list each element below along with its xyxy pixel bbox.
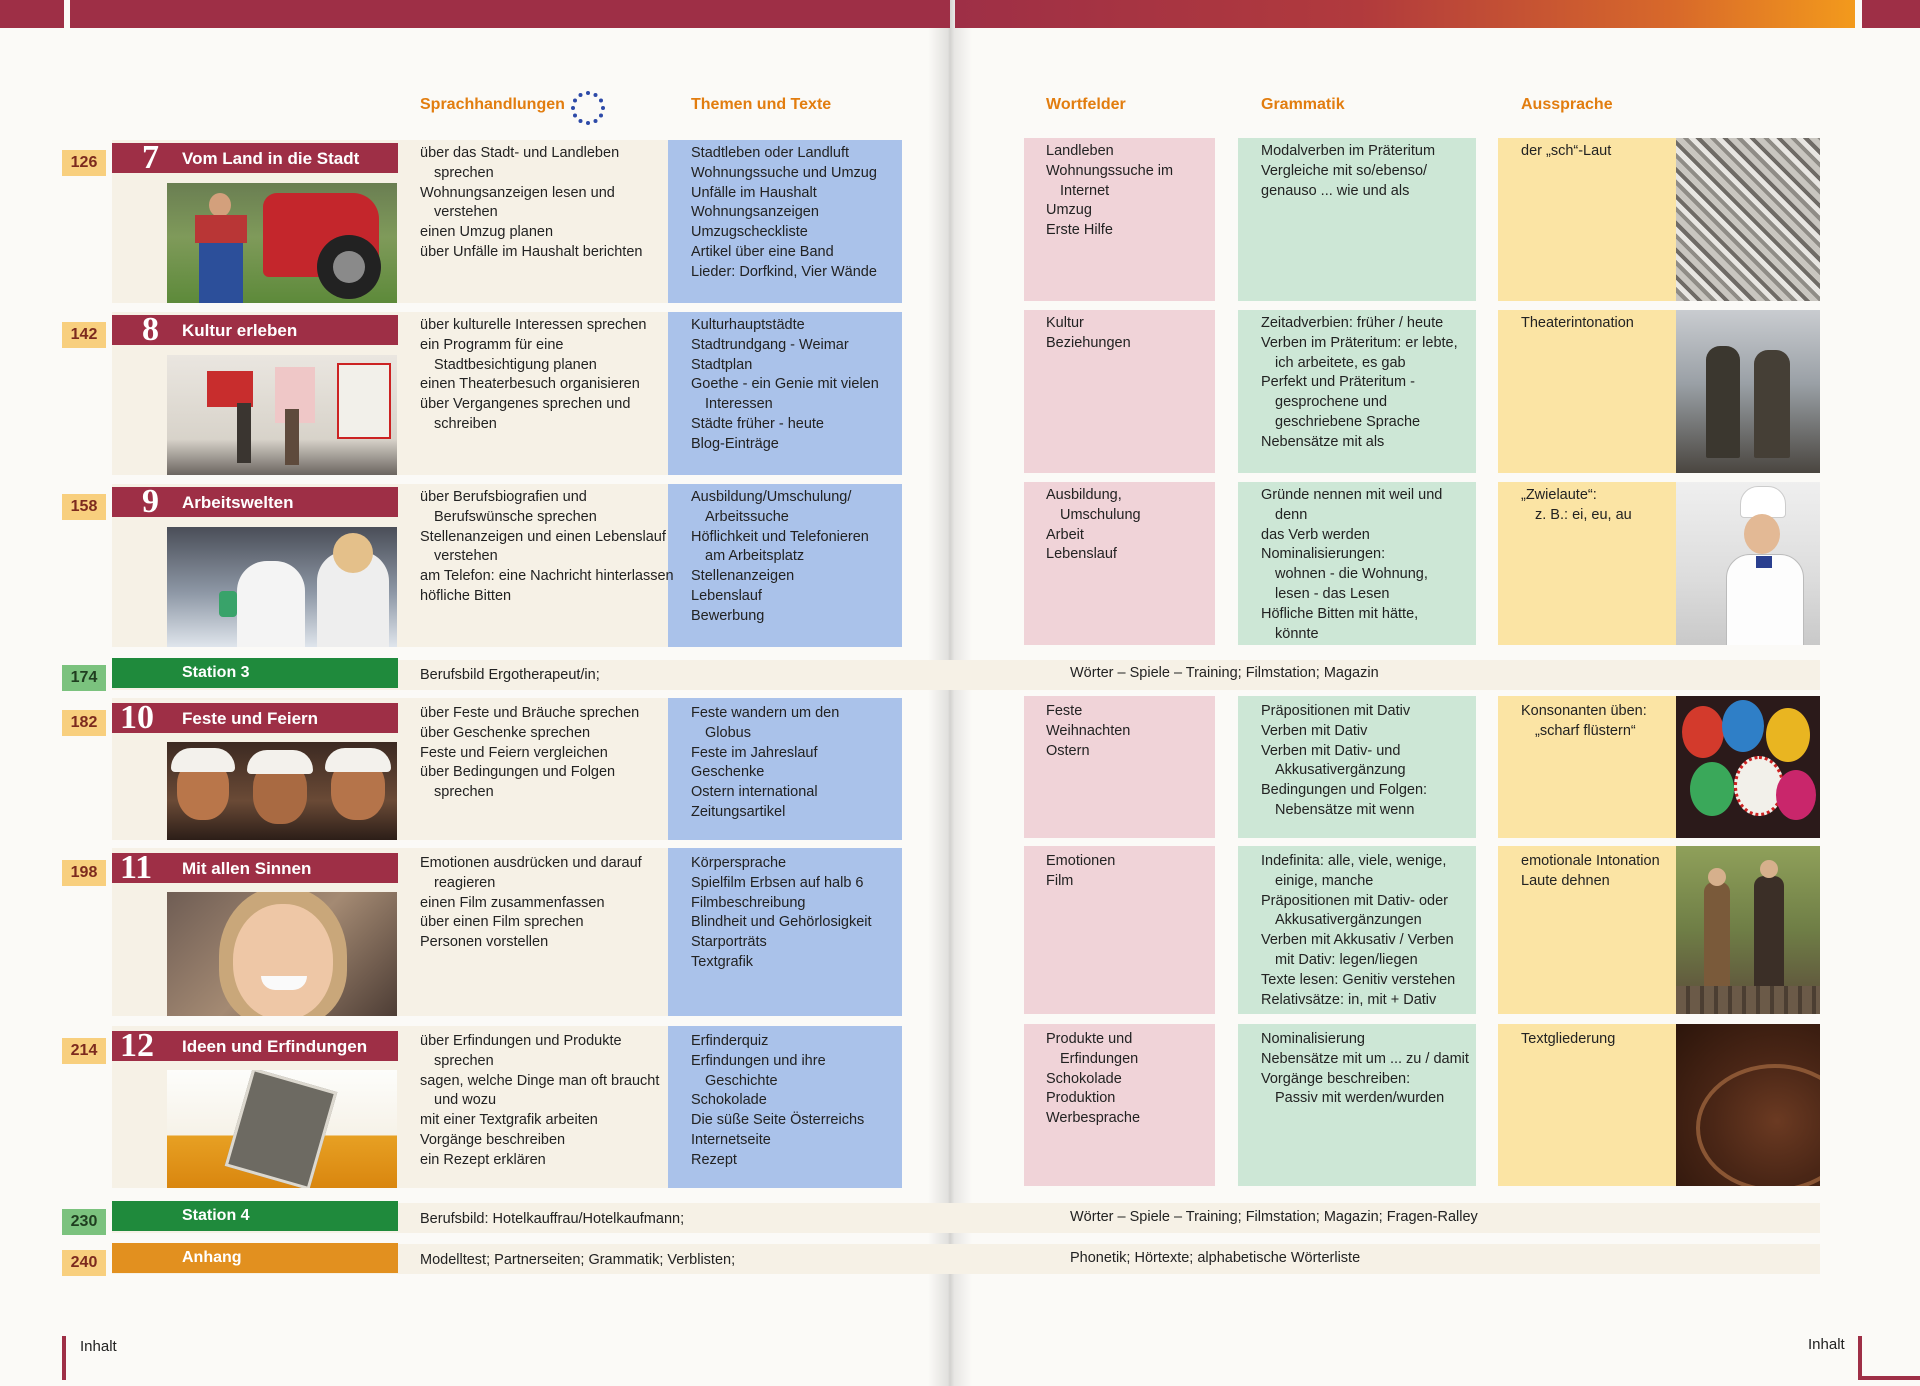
grammatik-cell: Präpositionen mit Dativ Verben mit Dativ Verben mit Dativ- und Akkusativergänzung Bedingungen und Folgen: Nebensätze mit wenn xyxy=(1261,703,1428,818)
grammatik-cell: Indefinita: alle, viele, wenige, einige, manche Präpositionen mit Dativ- oder Akkusativergänzungen Verben mit Akkusativ / Verben mit Dativ: legen/liegen Texte lesen: Genitiv verstehen Relativsätze: in, mit + Dativ xyxy=(1261,853,1456,1008)
wortfelder-cell: Produkte und Erfindungen Schokolade Produktion Werbesprache xyxy=(1046,1031,1141,1127)
themen-cell: Erfinderquiz Erfindungen und ihre Geschichte Schokolade Die süße Seite Österreichs Internetseite Rezept xyxy=(691,1033,865,1168)
grammatik-cell: Gründe nennen mit weil und denn das Verb werden Nominalisierungen: wohnen - die Wohnung, lesen - das Lesen Höfliche Bitten mit hätte, könnte xyxy=(1261,487,1443,642)
unit-title: Mit allen Sinnen xyxy=(182,859,312,878)
unit-title: Ideen und Erfindungen xyxy=(182,1037,368,1056)
station-title-bar[interactable] xyxy=(112,658,398,688)
station-left-text: Berufsbild: Hotelkauffrau/Hotelkaufmann; xyxy=(420,1211,685,1227)
station-title: Station 3 xyxy=(182,664,250,681)
page-number: 174 xyxy=(62,665,106,691)
wortfelder-cell: Emotionen Film xyxy=(1046,853,1116,889)
sprachhandlungen-cell: über kulturelle Interessen sprechen ein Programm für eine Stadtbesichtigung planen einen Theaterbesuch organisieren über Vergangenes sprechen und schreiben xyxy=(420,317,647,432)
footer-label-left: Inhalt xyxy=(80,1338,117,1355)
aussprache-cell: emotionale Intonation Laute dehnen xyxy=(1521,853,1660,889)
page-number: 214 xyxy=(62,1038,106,1064)
unit-title-bar[interactable] xyxy=(112,849,398,886)
page-number: 158 xyxy=(62,494,106,520)
station-title-bar[interactable] xyxy=(112,1201,398,1231)
station-right-text: Wörter – Spiele – Training; Filmstation; Magazin; Fragen-Ralley xyxy=(1070,1209,1478,1225)
aussprache-cell: „Zwielaute“: z. B.: ei, eu, au xyxy=(1521,487,1632,523)
page-number: 126 xyxy=(62,150,106,176)
eu-stars-icon xyxy=(570,90,606,126)
corner-mark xyxy=(1858,1376,1920,1380)
top-color-bar xyxy=(0,0,64,28)
header-themen: Themen und Texte xyxy=(691,96,832,113)
wortfelder-cell: Ausbildung, Umschulung Arbeit Lebenslauf xyxy=(1046,487,1141,563)
themen-cell: Körpersprache Spielfilm Erbsen auf halb 6 Filmbeschreibung Blindheit und Gehörlosigkeit Starporträts Textgrafik xyxy=(691,855,872,970)
sprachhandlungen-cell: über Feste und Bräuche sprechen über Geschenke sprechen Feste und Feiern vergleichen über Bedingungen und Folgen sprechen xyxy=(420,705,640,801)
unit-title-bar[interactable] xyxy=(112,139,398,176)
grammatik-cell: Zeitadverbien: früher / heute Verben im Präteritum: er lebte, ich arbeitete, es gab Perfekt und Präteritum - gesprochene und geschriebene Sprache Nebensätze mit als xyxy=(1261,315,1458,450)
unit-number: 10 xyxy=(120,699,154,736)
page-number: 240 xyxy=(62,1250,106,1276)
grammatik-cell: Nominalisierung Nebensätze mit um ... zu / damit Vorgänge beschreiben: Passiv mit werden/wurden xyxy=(1261,1031,1469,1107)
header-grammatik: Grammatik xyxy=(1261,96,1345,113)
unit-title: Feste und Feiern xyxy=(182,709,319,728)
aussprache-cell: Konsonanten üben: „scharf flüstern“ xyxy=(1521,703,1647,739)
gallery-photo xyxy=(167,355,397,475)
unit-title: Vom Land in die Stadt xyxy=(182,149,360,168)
unit-title-bar[interactable] xyxy=(112,311,398,348)
footer-label-right: Inhalt xyxy=(1808,1336,1845,1353)
station-title: Station 4 xyxy=(182,1207,250,1224)
unit-title: Arbeitswelten xyxy=(182,493,294,512)
unit-number: 8 xyxy=(142,311,159,348)
unit-number: 7 xyxy=(142,139,159,176)
wortfelder-cell: Feste Weihnachten Ostern xyxy=(1046,703,1131,759)
themen-cell: Stadtleben oder Landluft Wohnungssuche und Umzug Unfälle im Haushalt Wohnungsanzeigen Umzugscheckliste Artikel über eine Band Lieder: Dorfkind, Vier Wände xyxy=(691,145,877,280)
easter-eggs-photo xyxy=(1676,696,1820,838)
carnival-masks-photo xyxy=(167,742,397,840)
wortfelder-cell: Landleben Wohnungssuche im Internet Umzug Erste Hilfe xyxy=(1046,143,1174,239)
page-number: 142 xyxy=(62,322,106,348)
appendix-right-text: Phonetik; Hörtexte; alphabetische Wörterliste xyxy=(1070,1250,1361,1266)
unit-number: 12 xyxy=(120,1027,154,1064)
sprachhandlungen-cell: über Berufsbiografien und Berufswünsche sprechen Stellenanzeigen und einen Lebenslauf verstehen am Telefon: eine Nachricht hinterlassen höfliche Bitten xyxy=(420,489,674,604)
farmer-tractor-photo xyxy=(167,183,397,303)
teabag-photo xyxy=(167,1070,397,1188)
smiling-woman-photo xyxy=(167,892,397,1016)
book-gutter xyxy=(928,0,972,1386)
themen-cell: Kulturhauptstädte Stadtrundgang - Weimar Stadtplan Goethe - ein Genie mit vielen Interessen Städte früher - heute Blog-Einträge xyxy=(691,317,879,452)
unit-number: 11 xyxy=(120,849,153,886)
page-number: 198 xyxy=(62,860,106,886)
corner-mark xyxy=(1858,1336,1862,1380)
sprachhandlungen-cell: über Erfindungen und Produkte sprechen sagen, welche Dinge man oft braucht und wozu mit einer Textgrafik arbeiten Vorgänge beschreiben ein Rezept erklären xyxy=(420,1033,660,1168)
page-number: 182 xyxy=(62,710,106,736)
unit-title-bar[interactable] xyxy=(112,699,398,736)
crowd-photo xyxy=(1676,138,1820,301)
unit-number: 9 xyxy=(142,483,159,520)
grammatik-cell: Modalverben im Präteritum Vergleiche mit so/ebenso/ genauso ... wie und als xyxy=(1261,143,1436,199)
unit-title-bar[interactable] xyxy=(112,1027,398,1064)
appendix-title-bar[interactable] xyxy=(112,1243,398,1273)
aussprache-cell: der „sch“-Laut xyxy=(1521,143,1612,159)
lab-photo xyxy=(167,527,397,647)
header-sprachhandlungen: Sprachhandlungen xyxy=(420,96,565,113)
chef-photo xyxy=(1676,482,1820,645)
corner-mark xyxy=(62,1336,66,1380)
chocolate-cake-photo xyxy=(1676,1024,1820,1186)
film-scene-photo xyxy=(1676,846,1820,1014)
themen-cell: Feste wandern um den Globus Feste im Jahreslauf Geschenke Ostern international Zeitungsartikel xyxy=(691,705,840,820)
aussprache-cell: Textgliederung xyxy=(1521,1031,1616,1047)
header-aussprache: Aussprache xyxy=(1521,96,1613,113)
themen-cell: Ausbildung/Umschulung/ Arbeitssuche Höflichkeit und Telefonieren am Arbeitsplatz Stellenanzeigen Lebenslauf Bewerbung xyxy=(691,489,869,624)
sprachhandlungen-cell: über das Stadt- und Landleben sprechen Wohnungsanzeigen lesen und verstehen einen Umzug planen über Unfälle im Haushalt berichten xyxy=(420,145,643,260)
wortfelder-cell: Kultur Beziehungen xyxy=(1046,315,1131,351)
appendix-left-text: Modelltest; Partnerseiten; Grammatik; Verblisten; xyxy=(420,1252,736,1268)
top-color-bar xyxy=(1862,0,1920,28)
unit-title: Kultur erleben xyxy=(182,321,298,340)
station-left-text: Berufsbild Ergotherapeut/in; xyxy=(420,667,600,683)
appendix-title: Anhang xyxy=(182,1249,242,1266)
page-number: 230 xyxy=(62,1209,106,1235)
header-wortfelder: Wortfelder xyxy=(1046,96,1126,113)
unit-title-bar[interactable] xyxy=(112,483,398,520)
statue-photo xyxy=(1676,310,1820,473)
top-gradient-bar xyxy=(955,0,1855,28)
station-right-text: Wörter – Spiele – Training; Filmstation; Magazin xyxy=(1070,665,1379,681)
top-color-bar xyxy=(70,0,950,28)
sprachhandlungen-cell: Emotionen ausdrücken und darauf reagieren einen Film zusammenfassen über einen Film sprechen Personen vorstellen xyxy=(420,855,642,951)
aussprache-cell: Theaterintonation xyxy=(1521,315,1634,331)
